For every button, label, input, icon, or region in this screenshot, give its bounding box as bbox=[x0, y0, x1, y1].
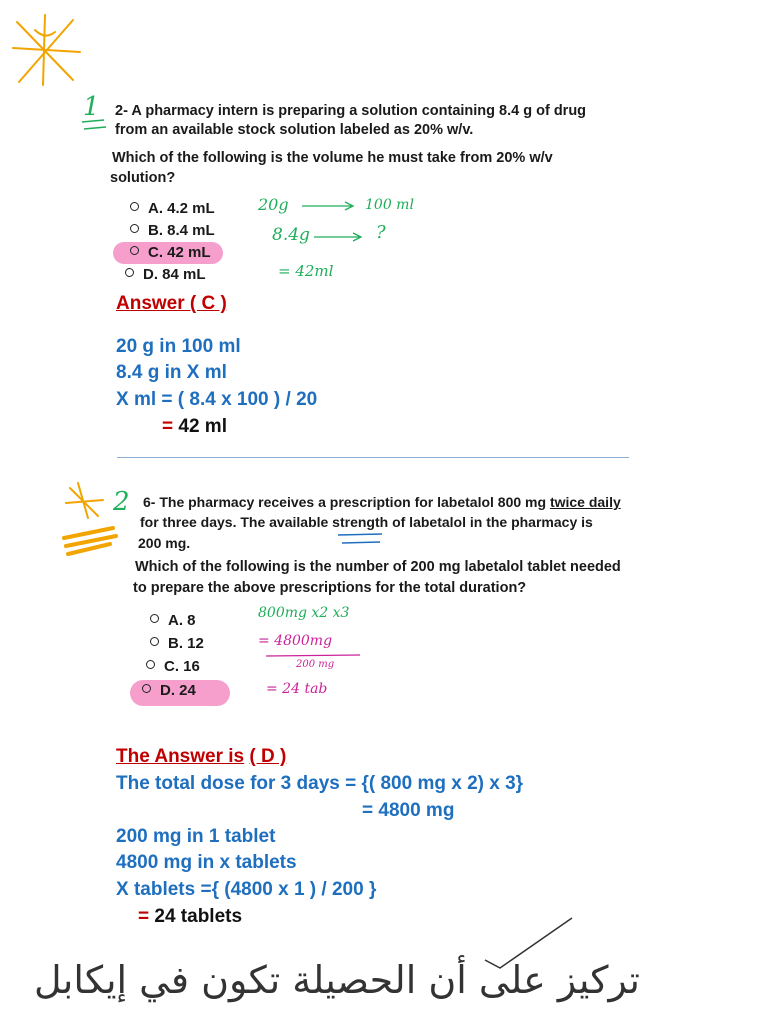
q1-question-line2: solution? bbox=[110, 170, 176, 186]
hw-4800mg: = 4800mg bbox=[258, 633, 333, 649]
q1-work-line1: 20 g in 100 ml bbox=[116, 336, 241, 357]
q2-stem-line3: 200 mg. bbox=[138, 535, 191, 551]
arrow-icon bbox=[300, 200, 360, 212]
star-doodle-icon bbox=[5, 10, 85, 90]
hw-8-4g: 8.4g bbox=[272, 225, 310, 245]
q1-option-c[interactable]: C. 42 mL bbox=[130, 244, 211, 261]
q2-option-b[interactable]: B. 12 bbox=[150, 635, 204, 652]
q1-option-d[interactable]: D. 84 mL bbox=[125, 266, 206, 283]
q2-work-result: = 24 tablets bbox=[138, 906, 243, 927]
q1-stem-line2: from an available stock solution labeled as 20% w/v. bbox=[115, 122, 474, 138]
q1-option-a[interactable]: A. 4.2 mL bbox=[130, 200, 215, 217]
q2-work-line4: 4800 mg in x tablets bbox=[116, 852, 297, 873]
q2-question-line2: to prepare the above prescriptions for the total duration? bbox=[133, 580, 527, 596]
q2-work-line2: = 4800 mg bbox=[362, 800, 455, 821]
section-divider bbox=[117, 457, 629, 458]
q2-option-d[interactable]: D. 24 bbox=[142, 682, 196, 699]
q2-work-line3: 200 mg in 1 tablet bbox=[116, 826, 276, 847]
hw-24tab: = 24 tab bbox=[266, 681, 328, 697]
q1-work-line3: X ml = ( 8.4 x 100 ) / 20 bbox=[116, 389, 318, 410]
hw-20g: 20g bbox=[258, 195, 289, 214]
q2-work-line5: X tablets ={ (4800 x 1 ) / 200 } bbox=[116, 879, 377, 900]
hw-200mg: 200 mg bbox=[296, 659, 335, 670]
q2-option-c[interactable]: C. 16 bbox=[146, 658, 200, 675]
q2-answer: The Answer is ( D ) bbox=[116, 746, 287, 767]
q2-work-line1: The total dose for 3 days = {( 800 mg x 2) x 3} bbox=[116, 773, 524, 794]
q2-question-line1: Which of the following is the number of 200 mg labetalol tablet needed bbox=[135, 559, 621, 575]
q1-answer: Answer ( C ) bbox=[116, 293, 227, 314]
hw-100ml: 100 ml bbox=[365, 197, 414, 213]
q1-work-line2: 8.4 g in X ml bbox=[116, 362, 227, 383]
hw-42ml: = 42ml bbox=[278, 262, 334, 280]
arrow-icon bbox=[312, 231, 368, 243]
q1-option-b[interactable]: B. 8.4 mL bbox=[130, 222, 215, 239]
q2-option-a[interactable]: A. 8 bbox=[150, 612, 196, 629]
q2-stem-line1: 6- The pharmacy receives a prescription for labetalol 800 mg twice daily bbox=[143, 494, 621, 510]
underline-mark-icon bbox=[336, 530, 386, 550]
hw-800mg: 800mg x2 x3 bbox=[258, 605, 350, 621]
footer-handwriting: تركيز على أن الحصيلة تكون في إيكابل bbox=[34, 958, 640, 1002]
q2-stem-line2: for three days. The available strength of labetalol in the pharmacy is bbox=[140, 514, 593, 530]
q1-work-result: = 42 ml bbox=[162, 416, 227, 437]
q1-question-line1: Which of the following is the volume he must take from 20% w/v bbox=[112, 150, 553, 166]
equal-mark-icon bbox=[80, 118, 110, 132]
q1-stem-line1: 2- A pharmacy intern is preparing a solution containing 8.4 g of drug bbox=[115, 103, 587, 119]
question-number-mark: 1 bbox=[83, 92, 100, 122]
question-number-mark: 2 bbox=[113, 487, 130, 517]
hw-question: ? bbox=[376, 222, 386, 243]
